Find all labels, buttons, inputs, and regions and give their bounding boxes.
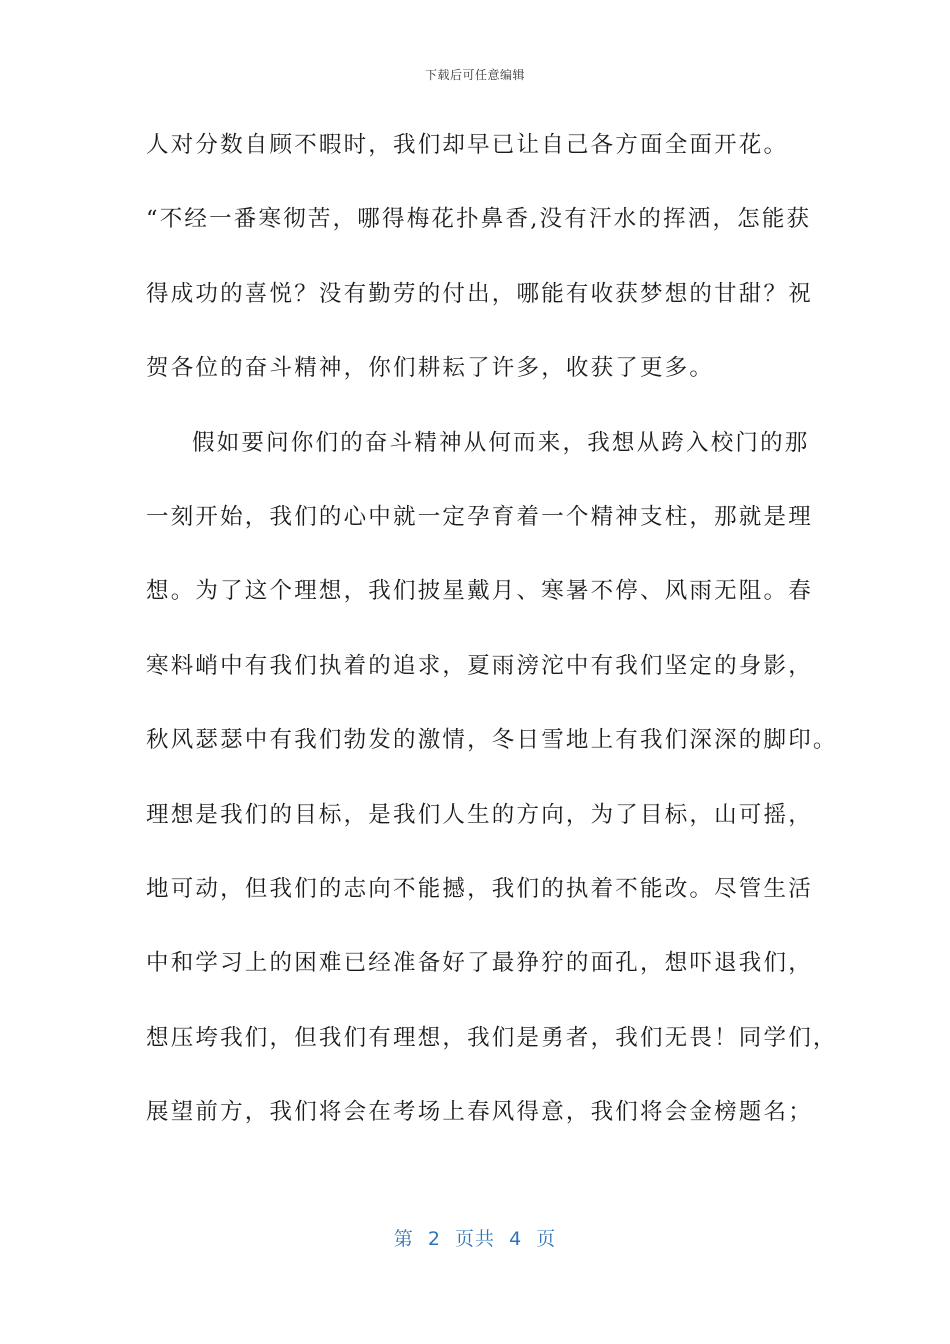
body-line: 想。为了这个理想，我们披星戴月、寒暑不停、风雨无阻。春 (146, 578, 813, 605)
body-line: 寒料峭中有我们执着的追求，夏雨滂沱中有我们坚定的身影， (146, 652, 813, 679)
body-line: 地可动，但我们的志向不能撼，我们的执着不能改。尽管生活 (146, 875, 813, 902)
body-line: 人对分数自顾不暇时，我们却早已让自己各方面全面开花。 (146, 132, 789, 158)
body-line: “不经一番寒彻苦，哪得梅花扑鼻香,没有汗水的挥洒，怎能获 (146, 206, 812, 233)
body-line: 贺各位的奋斗精神，你们耕耘了许多，收获了更多。 (146, 355, 715, 382)
body-line: 秋风瑟瑟中有我们勃发的激情，冬日雪地上有我们深深的脚印。 (146, 727, 838, 754)
page-header-note: 下载后可任意编辑 (424, 68, 525, 82)
body-line: 想压垮我们，但我们有理想，我们是勇者，我们无畏！同学们， (146, 1024, 838, 1051)
body-line: 得成功的喜悦？没有勤劳的付出，哪能有收获梦想的甘甜？祝 (146, 280, 813, 307)
page-number-footer (0, 1224, 950, 1251)
page-number-text: 第 2 页共 4 页 (393, 1228, 557, 1250)
body-line: 展望前方，我们将会在考场上春风得意，我们将会金榜题名； (146, 1099, 813, 1126)
body-line-paragraph-start: 假如要问你们的奋斗精神从何而来，我想从跨入校门的那 (192, 429, 810, 456)
body-line: 中和学习上的困难已经准备好了最狰狞的面孔，想吓退我们， (146, 950, 813, 977)
body-line: 理想是我们的目标，是我们人生的方向，为了目标，山可摇， (146, 801, 813, 828)
body-line: 一刻开始，我们的心中就一定孕育着一个精神支柱，那就是理 (146, 503, 813, 530)
document-body (146, 122, 838, 1163)
